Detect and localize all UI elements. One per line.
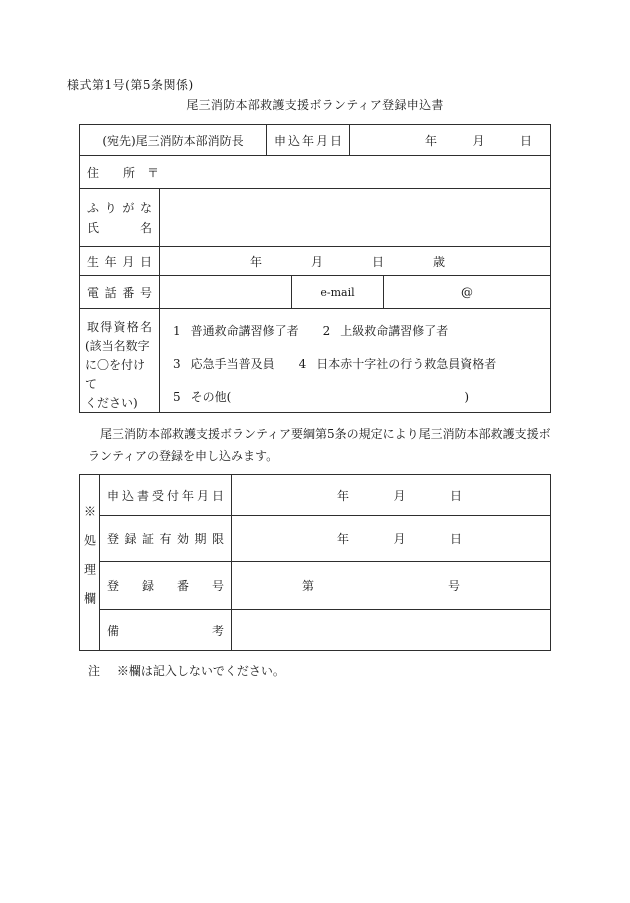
application-date-value-cell — [349, 125, 550, 155]
month-unit-label: 月 — [472, 133, 485, 148]
office-side-label: ※処理欄 — [82, 504, 97, 621]
qualification-label-line2: (該当名数字 — [85, 339, 150, 353]
option-number: 1 — [173, 324, 181, 338]
qualification-option-2 — [323, 315, 449, 348]
day-unit-label: 日 — [449, 488, 462, 503]
year-unit-label: 年 — [425, 133, 438, 148]
option-text: 上級救命講習修了者 — [340, 324, 449, 338]
name-label-cell — [80, 189, 159, 246]
month-unit-label: 月 — [393, 488, 406, 503]
qualification-option-5 — [173, 381, 231, 414]
row-validity-date — [100, 515, 550, 561]
name-label: 氏名 — [87, 220, 152, 235]
footer-note — [88, 664, 630, 679]
declaration-line-1: 尾三消防本部救護支援ボランティア要綱第5条の規定により尾三消防本部救護支援ボ — [100, 427, 551, 441]
year-unit-label: 年 — [337, 488, 350, 503]
qualification-line-2 — [173, 348, 550, 381]
remarks-input-area — [231, 610, 550, 650]
year-unit-label: 年 — [250, 254, 263, 269]
office-use-table — [79, 474, 551, 651]
furigana-label: ふりがな — [87, 200, 152, 215]
row-qualifications — [80, 308, 550, 412]
email-label-cell — [291, 276, 383, 308]
option-close-paren: ) — [464, 390, 469, 404]
remarks-label: 備考 — [107, 623, 224, 638]
registration-no-label-cell — [100, 562, 231, 609]
phone-label-cell — [80, 276, 159, 308]
year-unit-label: 年 — [337, 532, 350, 546]
receipt-date-label-cell — [100, 475, 231, 515]
month-unit-label: 月 — [310, 254, 323, 269]
qualification-label-line4: ください) — [85, 396, 138, 410]
qualification-option-1 — [173, 315, 299, 348]
applicant-table — [79, 124, 551, 413]
row-receipt-date — [100, 475, 550, 515]
registration-no-suffix: 号 — [447, 579, 460, 593]
office-table-main — [100, 475, 550, 650]
registration-no-prefix: 第 — [302, 579, 315, 593]
qualification-line-3 — [173, 381, 469, 414]
age-unit-label: 歳 — [432, 254, 445, 269]
row-addressee-date — [80, 125, 550, 155]
phone-label: 電話番号 — [87, 285, 152, 300]
qualification-label-line3: に〇を付けて — [85, 358, 146, 391]
option-number: 2 — [322, 324, 331, 338]
note-text: ※欄は記入しないでください。 — [116, 664, 285, 678]
option-text: その他( — [190, 390, 232, 404]
birthdate-label: 生年月日 — [87, 254, 152, 269]
option-text: 日本赤十字社の行う救急員資格者 — [316, 357, 497, 371]
row-address — [80, 155, 550, 188]
office-side-label-cell — [80, 475, 100, 650]
row-name — [80, 188, 550, 246]
birthdate-label-cell — [80, 247, 159, 275]
registration-no-value-cell — [231, 562, 550, 609]
address-label: 住 所 — [87, 165, 136, 180]
at-mark: @ — [461, 285, 473, 299]
phone-input-area — [159, 276, 291, 308]
form-code: 様式第1号(第5条関係) — [67, 78, 194, 92]
day-unit-label: 日 — [519, 133, 532, 148]
row-registration-number — [100, 561, 550, 609]
option-number: 4 — [298, 357, 307, 371]
registration-no-label: 登録番号 — [107, 579, 224, 593]
declaration-paragraph — [88, 423, 553, 467]
validity-label: 登録証有効期限 — [107, 532, 224, 546]
row-birthdate — [80, 246, 550, 275]
qualification-line-1 — [173, 315, 550, 348]
option-number: 5 — [173, 390, 181, 404]
document-title: 尾三消防本部救護支援ボランティア登録申込書 — [186, 98, 444, 112]
qualification-option-3 — [173, 348, 275, 381]
validity-label-cell — [100, 516, 231, 561]
day-unit-label: 日 — [449, 532, 462, 546]
qualification-option-4 — [299, 348, 497, 381]
addressee-cell — [80, 125, 266, 155]
birthdate-value-cell — [159, 247, 550, 275]
option-text: 応急手当普及員 — [190, 357, 275, 371]
address-cell — [80, 156, 550, 188]
receipt-date-label: 申込書受付年月日 — [107, 488, 224, 503]
email-input-area — [383, 276, 550, 308]
declaration-line-2: ランティアの登録を申し込みます。 — [88, 449, 279, 463]
note-prefix: 注 — [88, 664, 101, 678]
qualification-options-cell — [159, 309, 550, 412]
receipt-date-value-cell — [231, 475, 550, 515]
row-phone — [80, 275, 550, 308]
application-date-label-cell — [266, 125, 349, 155]
email-label: e-mail — [320, 285, 355, 299]
application-date-label: 申込年月日 — [274, 133, 342, 148]
remarks-label-cell — [100, 610, 231, 650]
validity-value-cell — [231, 516, 550, 561]
option-number: 3 — [173, 357, 181, 371]
name-input-area — [159, 189, 550, 246]
qualification-label-cell — [80, 309, 159, 412]
row-remarks — [100, 609, 550, 650]
addressee-label: (宛先)尾三消防本部消防長 — [102, 133, 244, 148]
option-text: 普通救命講習修了者 — [190, 324, 299, 338]
postal-mark: 〒 — [147, 165, 160, 180]
qualification-label-line1: 取得資格名 — [87, 320, 152, 334]
day-unit-label: 日 — [371, 254, 384, 269]
month-unit-label: 月 — [393, 532, 406, 546]
